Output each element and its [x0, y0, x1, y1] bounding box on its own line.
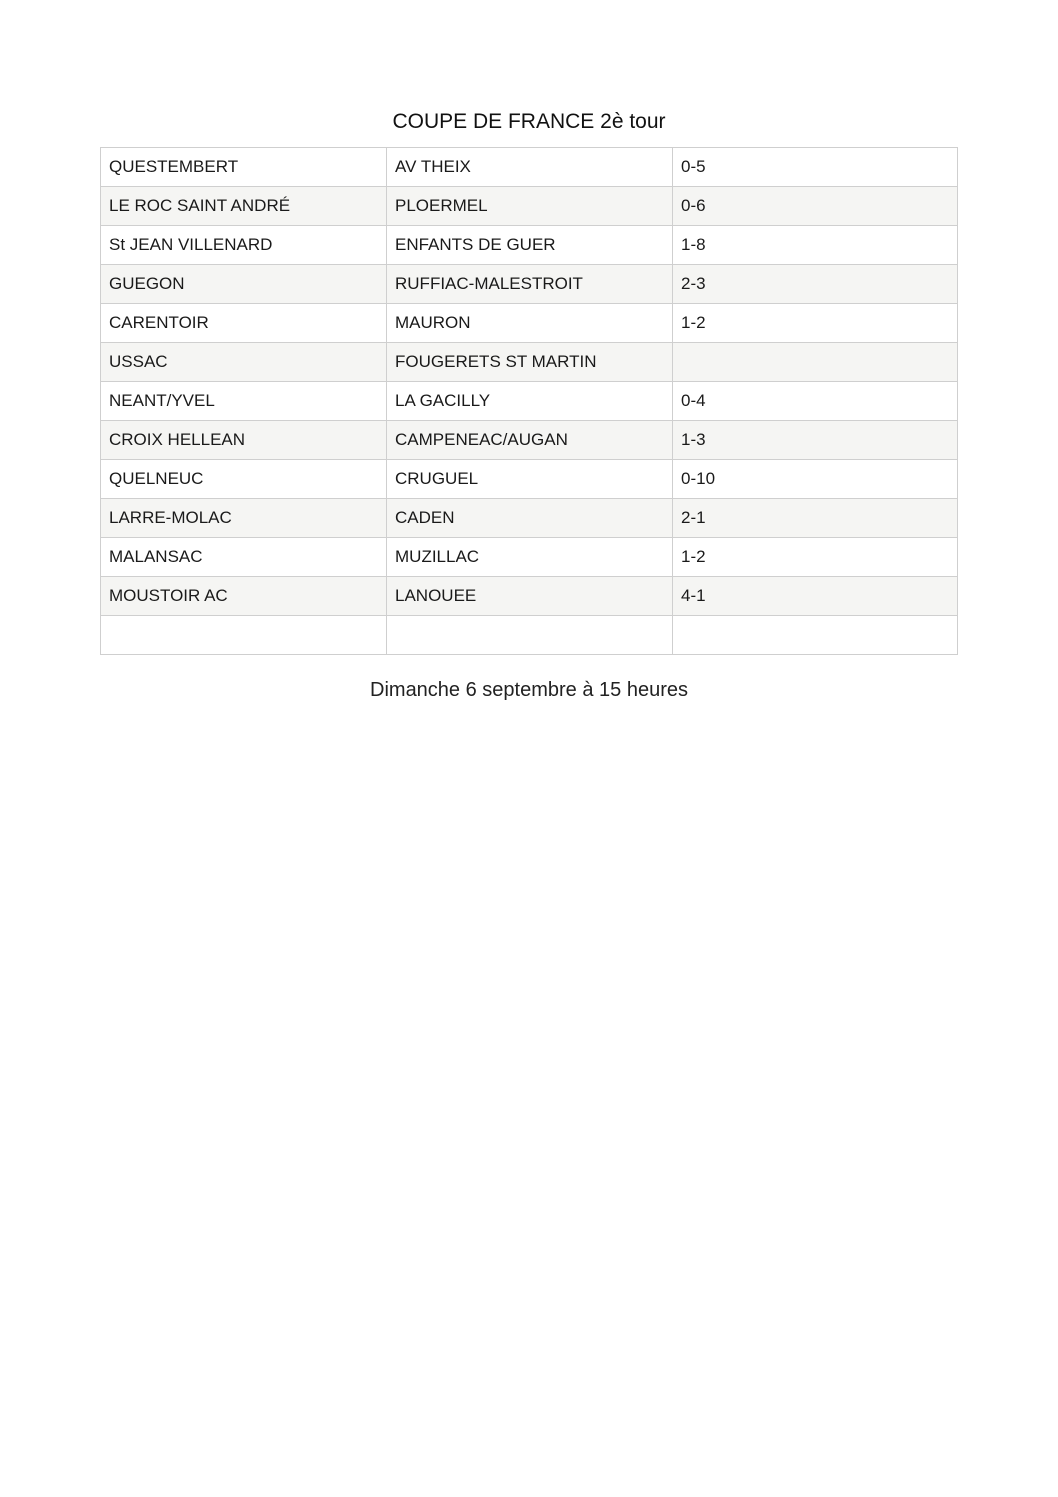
away-team-cell: MAURON [387, 304, 673, 343]
table-row [101, 538, 958, 577]
table-row [101, 382, 958, 421]
table-row [101, 499, 958, 538]
table-row [101, 421, 958, 460]
table-row [101, 265, 958, 304]
home-team-cell: QUELNEUC [101, 460, 387, 499]
table-row [101, 187, 958, 226]
away-team-cell: CRUGUEL [387, 460, 673, 499]
home-team-cell: CROIX HELLEAN [101, 421, 387, 460]
away-team-cell: FOUGERETS ST MARTIN [387, 343, 673, 382]
table-row [101, 460, 958, 499]
score-cell: 0-6 [673, 187, 958, 226]
away-team-cell: LANOUEE [387, 577, 673, 616]
score-cell [673, 343, 958, 382]
home-team-cell: QUESTEMBERT [101, 148, 387, 187]
away-team-cell: MUZILLAC [387, 538, 673, 577]
home-team-cell [101, 616, 387, 655]
home-team-cell: LARRE-MOLAC [101, 499, 387, 538]
score-cell: 0-4 [673, 382, 958, 421]
score-cell: 1-2 [673, 304, 958, 343]
home-team-cell: St JEAN VILLENARD [101, 226, 387, 265]
home-team-cell: NEANT/YVEL [101, 382, 387, 421]
table-row [101, 577, 958, 616]
score-cell: 2-1 [673, 499, 958, 538]
away-team-cell: CADEN [387, 499, 673, 538]
home-team-cell: CARENTOIR [101, 304, 387, 343]
away-team-cell: PLOERMEL [387, 187, 673, 226]
document-title: COUPE DE FRANCE 2è tour [392, 110, 666, 133]
score-cell: 4-1 [673, 577, 958, 616]
home-team-cell: LE ROC SAINT ANDRÉ [101, 187, 387, 226]
table-row [101, 226, 958, 265]
home-team-cell: MALANSAC [101, 538, 387, 577]
away-team-cell: RUFFIAC-MALESTROIT [387, 265, 673, 304]
table-row [101, 148, 958, 187]
results-table [100, 147, 958, 655]
score-cell: 1-2 [673, 538, 958, 577]
home-team-cell: USSAC [101, 343, 387, 382]
home-team-cell: GUEGON [101, 265, 387, 304]
match-date-footer: Dimanche 6 septembre à 15 heures [370, 679, 688, 701]
score-cell: 2-3 [673, 265, 958, 304]
score-cell: 0-10 [673, 460, 958, 499]
away-team-cell: AV THEIX [387, 148, 673, 187]
table-row [101, 616, 958, 655]
score-cell: 1-3 [673, 421, 958, 460]
score-cell: 0-5 [673, 148, 958, 187]
table-row [101, 304, 958, 343]
table-row [101, 343, 958, 382]
away-team-cell [387, 616, 673, 655]
results-table-body [101, 148, 958, 655]
home-team-cell: MOUSTOIR AC [101, 577, 387, 616]
away-team-cell: CAMPENEAC/AUGAN [387, 421, 673, 460]
score-cell: 1-8 [673, 226, 958, 265]
away-team-cell: LA GACILLY [387, 382, 673, 421]
away-team-cell: ENFANTS DE GUER [387, 226, 673, 265]
score-cell [673, 616, 958, 655]
